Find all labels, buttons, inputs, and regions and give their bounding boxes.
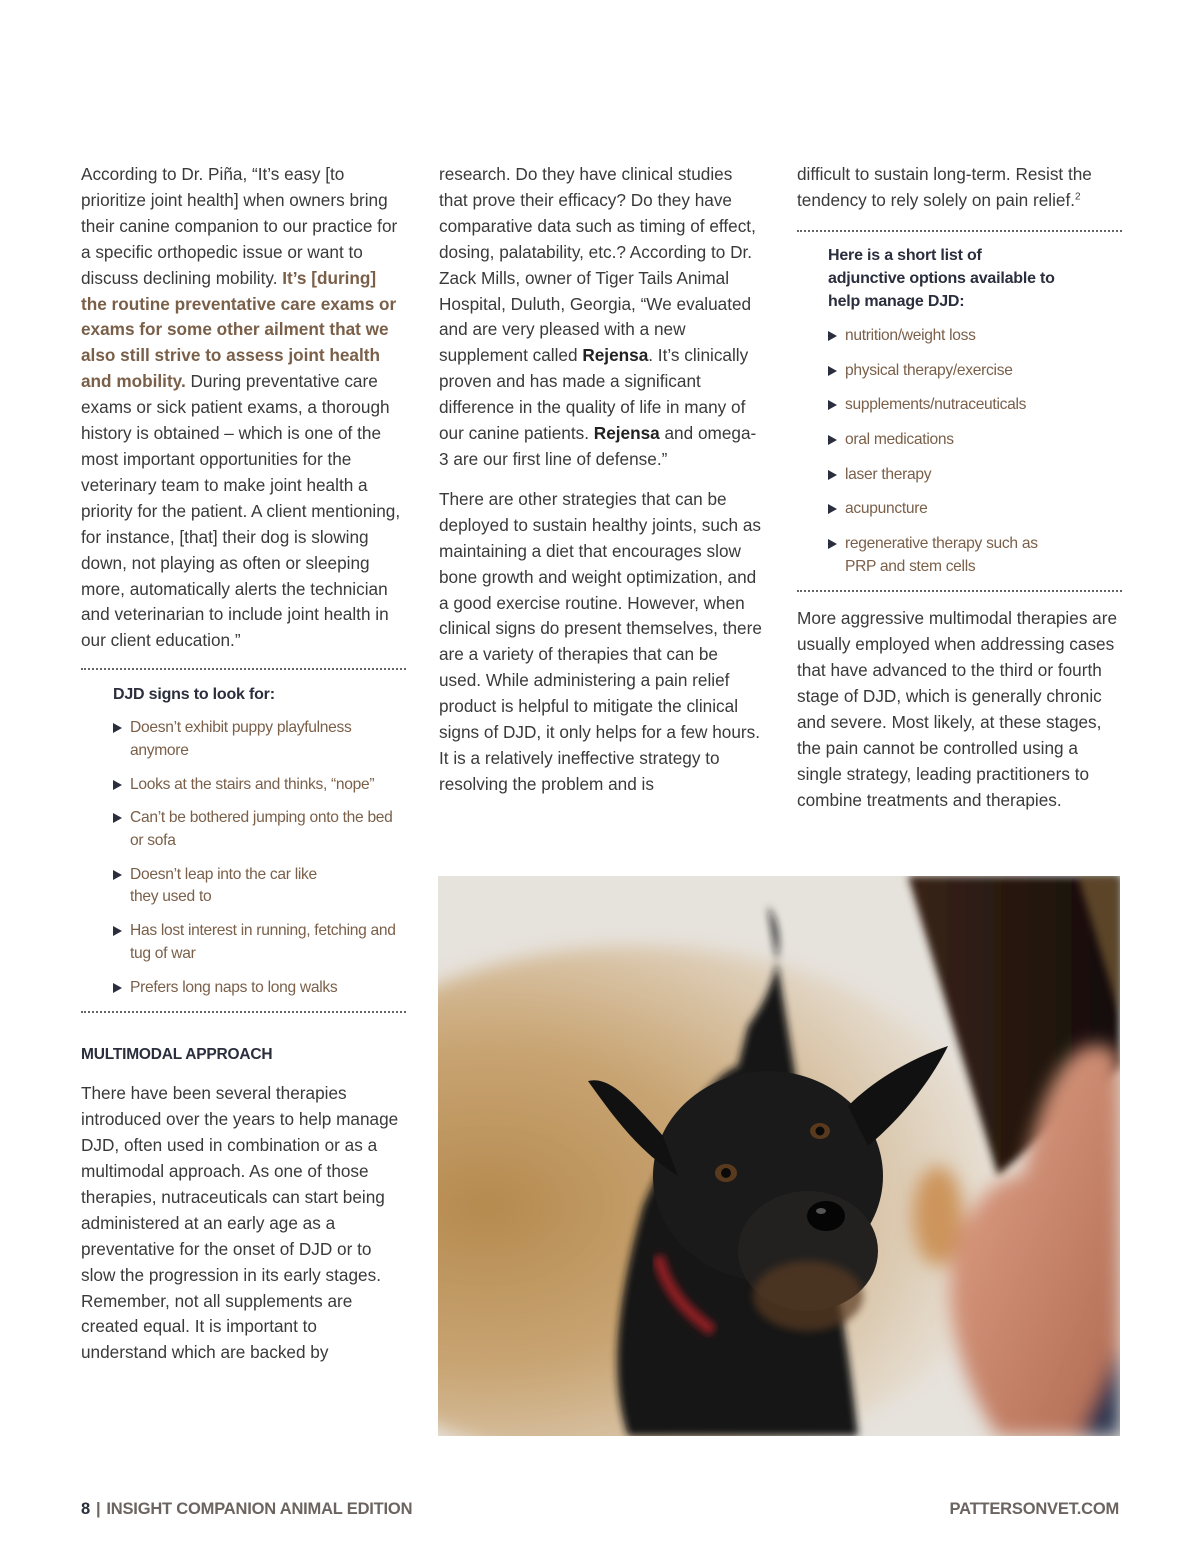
footer-left <box>81 1500 412 1519</box>
dotted-divider <box>81 1011 406 1013</box>
dotted-divider <box>797 230 1122 232</box>
bullet-triangle-icon <box>828 470 837 480</box>
list-item <box>113 920 406 965</box>
signs-list <box>113 717 406 999</box>
bullet-triangle-icon <box>113 870 122 880</box>
intro-highlight: It’s [during] the routine preventative care exams or exams for some other ailment that we also still strive to assess joint health and mobility. <box>81 267 397 392</box>
paragraph-text: research. Do they have clinical studies that prove their efficacy? Do they have comparative data such as timing of effect, dosing, palatability, etc.? According to Dr. Zack Mills, owner of Tiger Tails Animal Hospital, Duluth, Georgia, “We evaluated and are very pleased with a new supplement called <box>439 164 756 366</box>
list-item <box>828 498 1062 521</box>
column-1 <box>81 162 406 1366</box>
bullet-triangle-icon <box>113 813 122 823</box>
list-item <box>828 533 1062 578</box>
dog-illustration <box>438 876 1120 1436</box>
bullet-triangle-icon <box>828 331 837 341</box>
list-item <box>828 325 1062 348</box>
bullet-triangle-icon <box>113 926 122 936</box>
section-paragraph: There have been several therapies introduced over the years to help manage DJD, often used in combination or as a multimodal approach. As one of those therapies, nutraceuticals can start being administered at an early age as a preventative for the onset of DJD or to slow the progression in its early stages. Remember, not all supplements are created equal. It is important to understand which are backed by <box>81 1083 399 1363</box>
options-list <box>828 325 1062 579</box>
pain-relief-paragraph <box>797 162 1122 214</box>
paragraph-text: difficult to sustain long-term. Resist the tendency to rely solely on pain relief. <box>797 164 1092 210</box>
bullet-triangle-icon <box>828 539 837 549</box>
paragraph-text: . It’s clinically proven and has made a significant difference in the quality of life in many of our canine patients. <box>439 345 749 444</box>
footer-separator: | <box>95 1500 101 1518</box>
list-item <box>113 774 406 797</box>
list-item-text: oral medications <box>845 430 954 448</box>
product-name: Rejensa <box>593 423 660 444</box>
bullet-triangle-icon <box>828 504 837 514</box>
dotted-divider <box>797 590 1122 592</box>
list-item <box>828 394 1062 417</box>
list-item-text: supplements/nutraceuticals <box>845 396 1027 414</box>
list-item-text: Can’t be bothered jumping onto the bed or sofa <box>130 809 393 850</box>
list-item <box>113 717 406 762</box>
list-item <box>113 977 406 1000</box>
list-item-text: Looks at the stairs and thinks, “nope” <box>130 775 375 793</box>
list-item <box>828 360 1062 383</box>
djd-signs-box <box>81 683 406 999</box>
options-heading: Here is a short list of adjunctive options available to help manage DJD: <box>828 246 1055 310</box>
bullet-triangle-icon <box>113 723 122 733</box>
bullet-triangle-icon <box>828 435 837 445</box>
intro-text: According to Dr. Piña, “It’s easy [to prioritize joint health] when owners bring their canine companion to our practice for a specific orthopedic issue or want to discuss declining mobility. <box>81 164 398 288</box>
footer-website[interactable]: PATTERSONVET.COM <box>949 1500 1119 1518</box>
list-item-text: regenerative therapy such as PRP and stem cells <box>845 535 1038 575</box>
list-item-text: Prefers long naps to long walks <box>130 978 338 996</box>
bullet-triangle-icon <box>113 983 122 993</box>
footnote-ref: 2 <box>1075 191 1081 203</box>
list-item-text: Doesn’t leap into the car like they used to <box>130 865 317 906</box>
bullet-triangle-icon <box>113 780 122 790</box>
product-name: Rejensa <box>582 345 649 366</box>
paragraph-text: and omega-3 are our first line of defense.” <box>439 423 757 469</box>
list-item-text: nutrition/weight loss <box>845 326 976 344</box>
list-item <box>113 807 406 852</box>
publication-name: INSIGHT COMPANION ANIMAL EDITION <box>106 1500 413 1518</box>
list-item-text: Has lost interest in running, fetching and tug of war <box>130 922 396 962</box>
list-item <box>828 429 1062 452</box>
list-item-text: Doesn’t exhibit puppy playfulness anymore <box>130 719 352 759</box>
list-item-text: acupuncture <box>845 500 928 518</box>
research-paragraph <box>439 162 764 473</box>
strategies-paragraph: There are other strategies that can be deployed to sustain healthy joints, such as maintaining a diet that encourages slow bone growth and weight optimization, and a good exercise routine. However, when clinical signs do present themselves, there are a variety of therapies that can be used. While administering a pain relief product is helpful to mitigate the clinical signs of DJD, it only helps for a few hours. It is a relatively ineffective strategy to resolving the problem and is <box>439 488 762 794</box>
dotted-divider <box>81 668 406 670</box>
bullet-triangle-icon <box>828 400 837 410</box>
column-3 <box>797 162 1122 814</box>
intro-paragraph <box>81 162 406 654</box>
column-2 <box>439 162 764 798</box>
list-item-text: laser therapy <box>845 465 932 483</box>
options-box <box>797 244 1122 579</box>
bullet-triangle-icon <box>828 366 837 376</box>
list-item <box>828 464 1062 487</box>
signs-heading: DJD signs to look for: <box>113 686 275 704</box>
aggressive-therapies-paragraph: More aggressive multimodal therapies are usually employed when addressing cases that have advanced to the third or fourth stage of DJD, which is generally chronic and severe. Most likely, at these stages, the pain cannot be controlled using a single strategy, leading practitioners to combine treatments and therapies. <box>797 608 1118 810</box>
dog-photo <box>438 876 1120 1436</box>
list-item <box>113 864 406 909</box>
page-number: 8 <box>81 1500 90 1518</box>
list-item-text: physical therapy/exercise <box>845 361 1013 379</box>
intro-rest: During preventative care exams or sick patient exams, a thorough history is obtained – which is one of the most important opportunities for the veterinary team to make joint health a priority for the patient. A client mentioning, for instance, [that] their dog is slowing down, not playing as often or sleeping more, automatically alerts the technician and veterinarian to include joint health in our client education.” <box>81 371 401 651</box>
section-heading: MULTIMODAL APPROACH <box>81 1046 273 1064</box>
